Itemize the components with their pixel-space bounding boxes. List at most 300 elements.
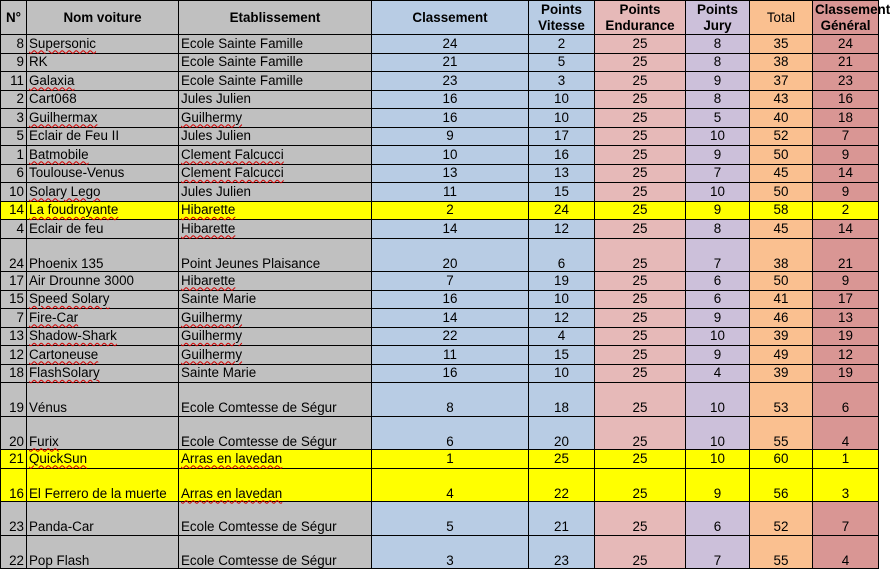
cell-speed[interactable] <box>529 502 595 536</box>
cell-rank[interactable] <box>372 502 529 536</box>
cell-endurance[interactable] <box>595 72 686 91</box>
cell-jury[interactable] <box>686 238 750 272</box>
cell-total[interactable] <box>750 450 813 469</box>
rank-value: 4 <box>446 485 454 501</box>
cell-num[interactable] <box>1 164 27 183</box>
header-speed[interactable]: Points Vitesse <box>529 1 595 35</box>
cell-general[interactable] <box>813 35 879 54</box>
cell-total[interactable] <box>750 90 813 109</box>
cell-total[interactable] <box>750 364 813 383</box>
cell-endurance[interactable] <box>595 164 686 183</box>
total-value: 50 <box>773 183 789 199</box>
cell-total[interactable] <box>750 290 813 309</box>
rank-value: 16 <box>442 91 458 106</box>
cell-jury[interactable] <box>686 53 750 72</box>
speed-value: 21 <box>554 519 569 534</box>
cell-num[interactable] <box>1 35 27 54</box>
cell-school[interactable] <box>179 309 372 328</box>
cell-num[interactable] <box>1 72 27 91</box>
general-value: 19 <box>838 365 853 380</box>
endurance-value: 25 <box>632 54 648 69</box>
header-endurance[interactable]: Points Endurance <box>595 1 686 35</box>
cell-endurance[interactable] <box>595 346 686 365</box>
cell-num[interactable] <box>1 238 27 272</box>
cell-jury[interactable] <box>686 502 750 536</box>
cell-endurance[interactable] <box>595 290 686 309</box>
cell-speed[interactable] <box>529 109 595 128</box>
name-value: Panda-Car <box>29 519 94 534</box>
cell-rank[interactable] <box>372 383 529 417</box>
cell-jury[interactable] <box>686 220 750 239</box>
cell-speed[interactable] <box>529 309 595 328</box>
cell-endurance[interactable] <box>595 383 686 417</box>
table-row[interactable] <box>1 346 879 365</box>
cell-general[interactable] <box>813 220 879 239</box>
cell-name[interactable] <box>27 327 179 346</box>
cell-num[interactable] <box>1 309 27 328</box>
cell-jury[interactable] <box>686 127 750 146</box>
endurance-value: 25 <box>632 109 648 125</box>
table-row[interactable] <box>1 53 879 72</box>
cell-speed[interactable] <box>529 127 595 146</box>
table-row[interactable] <box>1 164 879 183</box>
cell-school[interactable] <box>179 127 372 146</box>
cell-rank[interactable] <box>372 272 529 291</box>
cell-total[interactable] <box>750 309 813 328</box>
cell-general[interactable] <box>813 290 879 309</box>
cell-num[interactable] <box>1 146 27 165</box>
cell-jury[interactable] <box>686 364 750 383</box>
cell-jury[interactable] <box>686 109 750 128</box>
cell-rank[interactable] <box>372 416 529 450</box>
cell-rank[interactable] <box>372 183 529 202</box>
cell-endurance[interactable] <box>595 272 686 291</box>
speed-value: 12 <box>554 220 569 236</box>
header-general[interactable]: Classement Général <box>813 1 879 35</box>
jury-value: 9 <box>713 146 722 162</box>
cell-speed[interactable] <box>529 72 595 91</box>
cell-name[interactable] <box>27 201 179 220</box>
cell-endurance[interactable] <box>595 35 686 54</box>
cell-general[interactable] <box>813 502 879 536</box>
total-value: 49 <box>773 346 789 362</box>
cell-general[interactable] <box>813 327 879 346</box>
cell-general[interactable] <box>813 346 879 365</box>
table-row[interactable] <box>1 309 879 328</box>
cell-speed[interactable] <box>529 146 595 165</box>
school-value: Guilhermy <box>181 328 243 343</box>
endurance-value: 25 <box>632 346 648 362</box>
cell-endurance[interactable] <box>595 450 686 469</box>
school-value: Jules Julien <box>181 91 251 106</box>
cell-school[interactable] <box>179 468 372 502</box>
cell-school[interactable] <box>179 272 372 291</box>
cell-num[interactable] <box>1 220 27 239</box>
cell-speed[interactable] <box>529 416 595 450</box>
cell-rank[interactable] <box>372 468 529 502</box>
cell-name[interactable] <box>27 146 179 165</box>
table-row[interactable] <box>1 290 879 309</box>
table-row[interactable] <box>1 109 879 128</box>
cell-speed[interactable] <box>529 450 595 469</box>
cell-jury[interactable] <box>686 309 750 328</box>
table-row[interactable] <box>1 72 879 91</box>
cell-rank[interactable] <box>372 535 529 569</box>
cell-jury[interactable] <box>686 290 750 309</box>
general-value: 23 <box>838 72 853 88</box>
cell-total[interactable] <box>750 238 813 272</box>
cell-speed[interactable] <box>529 468 595 502</box>
cell-endurance[interactable] <box>595 109 686 128</box>
cell-num[interactable] <box>1 535 27 569</box>
cell-general[interactable] <box>813 535 879 569</box>
cell-num[interactable] <box>1 468 27 502</box>
name-value: Fire-Car <box>29 309 79 325</box>
cell-name[interactable] <box>27 72 179 91</box>
cell-endurance[interactable] <box>595 364 686 383</box>
cell-general[interactable] <box>813 272 879 291</box>
cell-general[interactable] <box>813 201 879 220</box>
num-value: 20 <box>9 433 24 449</box>
header-rank[interactable]: Classement <box>372 1 529 35</box>
cell-general[interactable] <box>813 309 879 328</box>
cell-school[interactable] <box>179 109 372 128</box>
table-row[interactable] <box>1 502 879 536</box>
jury-value: 10 <box>710 450 725 466</box>
jury-value: 10 <box>710 328 725 343</box>
cell-total[interactable] <box>750 272 813 291</box>
cell-speed[interactable] <box>529 272 595 291</box>
cell-school[interactable] <box>179 220 372 239</box>
cell-general[interactable] <box>813 450 879 469</box>
cell-rank[interactable] <box>372 450 529 469</box>
cell-rank[interactable] <box>372 346 529 365</box>
jury-value: 7 <box>713 255 722 271</box>
table-row[interactable] <box>1 272 879 291</box>
cell-school[interactable] <box>179 164 372 183</box>
table-row[interactable] <box>1 416 879 450</box>
cell-num[interactable] <box>1 272 27 291</box>
speed-value: 13 <box>554 165 569 180</box>
cell-school[interactable] <box>179 35 372 54</box>
cell-general[interactable] <box>813 90 879 109</box>
cell-endurance[interactable] <box>595 502 686 536</box>
cell-rank[interactable] <box>372 35 529 54</box>
cell-jury[interactable] <box>686 35 750 54</box>
cell-speed[interactable] <box>529 290 595 309</box>
speed-value: 5 <box>557 54 566 69</box>
name-value: Pop Flash <box>29 552 90 568</box>
school-value: Ecole Comtesse de Ségur <box>181 519 337 534</box>
header-name[interactable]: Nom voiture <box>27 1 179 35</box>
cell-name[interactable] <box>27 238 179 272</box>
cell-rank[interactable] <box>372 109 529 128</box>
cell-speed[interactable] <box>529 383 595 417</box>
cell-total[interactable] <box>750 109 813 128</box>
total-value: 52 <box>773 128 789 143</box>
num-value: 4 <box>16 220 24 236</box>
cell-school[interactable] <box>179 450 372 469</box>
cell-jury[interactable] <box>686 164 750 183</box>
cell-endurance[interactable] <box>595 327 686 346</box>
header-num[interactable]: N° <box>1 1 27 35</box>
num-value: 2 <box>16 91 24 106</box>
table-row[interactable] <box>1 238 879 272</box>
header-jury[interactable]: Points Jury <box>686 1 750 35</box>
cell-endurance[interactable] <box>595 201 686 220</box>
cell-jury[interactable] <box>686 146 750 165</box>
cell-num[interactable] <box>1 290 27 309</box>
cell-school[interactable] <box>179 53 372 72</box>
cell-school[interactable] <box>179 146 372 165</box>
cell-jury[interactable] <box>686 90 750 109</box>
table-row[interactable] <box>1 468 879 502</box>
cell-school[interactable] <box>179 238 372 272</box>
num-value: 23 <box>9 519 24 534</box>
cell-name[interactable] <box>27 383 179 417</box>
cell-rank[interactable] <box>372 309 529 328</box>
cell-general[interactable] <box>813 164 879 183</box>
cell-endurance[interactable] <box>595 238 686 272</box>
cell-total[interactable] <box>750 327 813 346</box>
cell-school[interactable] <box>179 183 372 202</box>
rank-value: 22 <box>442 328 458 343</box>
rank-value: 23 <box>442 72 458 88</box>
cell-general[interactable] <box>813 127 879 146</box>
cell-total[interactable] <box>750 535 813 569</box>
cell-school[interactable] <box>179 416 372 450</box>
cell-school[interactable] <box>179 327 372 346</box>
endurance-value: 25 <box>632 72 648 88</box>
school-value: Guilhermy <box>181 309 243 325</box>
cell-name[interactable] <box>27 164 179 183</box>
table-row[interactable] <box>1 327 879 346</box>
cell-rank[interactable] <box>372 220 529 239</box>
cell-num[interactable] <box>1 364 27 383</box>
cell-speed[interactable] <box>529 164 595 183</box>
cell-rank[interactable] <box>372 127 529 146</box>
cell-name[interactable] <box>27 90 179 109</box>
cell-general[interactable] <box>813 109 879 128</box>
cell-jury[interactable] <box>686 416 750 450</box>
cell-name[interactable] <box>27 346 179 365</box>
general-value: 21 <box>838 54 853 69</box>
cell-jury[interactable] <box>686 346 750 365</box>
cell-total[interactable] <box>750 468 813 502</box>
cell-name[interactable] <box>27 53 179 72</box>
cell-endurance[interactable] <box>595 146 686 165</box>
endurance-value: 25 <box>632 272 648 288</box>
cell-endurance[interactable] <box>595 535 686 569</box>
cell-jury[interactable] <box>686 183 750 202</box>
cell-endurance[interactable] <box>595 53 686 72</box>
header-total[interactable]: Total <box>750 1 813 35</box>
cell-num[interactable] <box>1 183 27 202</box>
cell-num[interactable] <box>1 201 27 220</box>
cell-school[interactable] <box>179 502 372 536</box>
table-body <box>1 35 879 569</box>
cell-general[interactable] <box>813 416 879 450</box>
cell-rank[interactable] <box>372 364 529 383</box>
cell-school[interactable] <box>179 290 372 309</box>
cell-rank[interactable] <box>372 290 529 309</box>
cell-total[interactable] <box>750 127 813 146</box>
cell-name[interactable] <box>27 127 179 146</box>
cell-general[interactable] <box>813 468 879 502</box>
cell-speed[interactable] <box>529 346 595 365</box>
cell-name[interactable] <box>27 309 179 328</box>
general-value: 9 <box>841 146 850 162</box>
cell-rank[interactable] <box>372 72 529 91</box>
cell-speed[interactable] <box>529 364 595 383</box>
cell-jury[interactable] <box>686 72 750 91</box>
general-value: 12 <box>838 346 853 362</box>
cell-num[interactable] <box>1 383 27 417</box>
cell-school[interactable] <box>179 72 372 91</box>
total-value: 38 <box>773 54 789 69</box>
cell-general[interactable] <box>813 364 879 383</box>
cell-name[interactable] <box>27 290 179 309</box>
cell-num[interactable] <box>1 502 27 536</box>
cell-speed[interactable] <box>529 201 595 220</box>
cell-name[interactable] <box>27 468 179 502</box>
table-row[interactable] <box>1 90 879 109</box>
cell-speed[interactable] <box>529 327 595 346</box>
cell-rank[interactable] <box>372 164 529 183</box>
table-row[interactable] <box>1 127 879 146</box>
cell-total[interactable] <box>750 146 813 165</box>
cell-rank[interactable] <box>372 146 529 165</box>
table-row[interactable] <box>1 183 879 202</box>
table-row[interactable] <box>1 220 879 239</box>
cell-num[interactable] <box>1 127 27 146</box>
cell-school[interactable] <box>179 346 372 365</box>
cell-endurance[interactable] <box>595 309 686 328</box>
cell-jury[interactable] <box>686 468 750 502</box>
cell-jury[interactable] <box>686 201 750 220</box>
cell-jury[interactable] <box>686 535 750 569</box>
cell-jury[interactable] <box>686 327 750 346</box>
cell-total[interactable] <box>750 35 813 54</box>
cell-general[interactable] <box>813 53 879 72</box>
cell-school[interactable] <box>179 90 372 109</box>
cell-jury[interactable] <box>686 383 750 417</box>
cell-num[interactable] <box>1 327 27 346</box>
cell-num[interactable] <box>1 416 27 450</box>
cell-name[interactable] <box>27 502 179 536</box>
table-row[interactable] <box>1 364 879 383</box>
cell-speed[interactable] <box>529 535 595 569</box>
jury-value: 7 <box>713 552 722 568</box>
table-row[interactable] <box>1 383 879 417</box>
name-value: Furix <box>29 433 59 449</box>
cell-name[interactable] <box>27 272 179 291</box>
cell-total[interactable] <box>750 53 813 72</box>
jury-value: 6 <box>713 519 722 534</box>
rank-value: 16 <box>442 365 458 380</box>
cell-name[interactable] <box>27 35 179 54</box>
cell-total[interactable] <box>750 346 813 365</box>
cell-school[interactable] <box>179 364 372 383</box>
header-school[interactable]: Etablissement <box>179 1 372 35</box>
cell-endurance[interactable] <box>595 468 686 502</box>
cell-school[interactable] <box>179 535 372 569</box>
cell-rank[interactable] <box>372 90 529 109</box>
cell-total[interactable] <box>750 220 813 239</box>
cell-name[interactable] <box>27 535 179 569</box>
general-value: 1 <box>841 450 850 466</box>
cell-endurance[interactable] <box>595 416 686 450</box>
num-value: 15 <box>9 291 24 306</box>
cell-rank[interactable] <box>372 327 529 346</box>
cell-speed[interactable] <box>529 238 595 272</box>
table-row[interactable] <box>1 535 879 569</box>
cell-school[interactable] <box>179 383 372 417</box>
cell-total[interactable] <box>750 183 813 202</box>
cell-rank[interactable] <box>372 238 529 272</box>
cell-total[interactable] <box>750 72 813 91</box>
total-value: 45 <box>773 165 789 180</box>
cell-name[interactable] <box>27 364 179 383</box>
cell-total[interactable] <box>750 201 813 220</box>
cell-name[interactable] <box>27 109 179 128</box>
num-value: 24 <box>9 255 24 271</box>
cell-speed[interactable] <box>529 90 595 109</box>
table-row[interactable] <box>1 450 879 469</box>
cell-speed[interactable] <box>529 35 595 54</box>
cell-total[interactable] <box>750 416 813 450</box>
cell-name[interactable] <box>27 416 179 450</box>
total-value: 43 <box>773 91 789 106</box>
cell-rank[interactable] <box>372 201 529 220</box>
cell-general[interactable] <box>813 183 879 202</box>
cell-endurance[interactable] <box>595 127 686 146</box>
cell-num[interactable] <box>1 346 27 365</box>
cell-name[interactable] <box>27 183 179 202</box>
table-row[interactable] <box>1 201 879 220</box>
cell-general[interactable] <box>813 146 879 165</box>
cell-jury[interactable] <box>686 450 750 469</box>
cell-general[interactable] <box>813 383 879 417</box>
jury-value: 8 <box>713 35 722 51</box>
cell-name[interactable] <box>27 220 179 239</box>
cell-speed[interactable] <box>529 220 595 239</box>
cell-num[interactable] <box>1 90 27 109</box>
cell-num[interactable] <box>1 109 27 128</box>
cell-rank[interactable] <box>372 53 529 72</box>
cell-speed[interactable] <box>529 183 595 202</box>
table-row[interactable] <box>1 146 879 165</box>
cell-school[interactable] <box>179 201 372 220</box>
cell-jury[interactable] <box>686 272 750 291</box>
cell-general[interactable] <box>813 238 879 272</box>
table-row[interactable] <box>1 35 879 54</box>
cell-num[interactable] <box>1 450 27 469</box>
cell-general[interactable] <box>813 72 879 91</box>
cell-endurance[interactable] <box>595 220 686 239</box>
school-value: Guilhermy <box>181 109 243 125</box>
cell-total[interactable] <box>750 383 813 417</box>
rank-value: 21 <box>442 54 458 69</box>
cell-total[interactable] <box>750 164 813 183</box>
endurance-value: 25 <box>632 128 648 143</box>
cell-total[interactable] <box>750 502 813 536</box>
cell-speed[interactable] <box>529 53 595 72</box>
cell-endurance[interactable] <box>595 90 686 109</box>
cell-num[interactable] <box>1 53 27 72</box>
cell-endurance[interactable] <box>595 183 686 202</box>
cell-name[interactable] <box>27 450 179 469</box>
